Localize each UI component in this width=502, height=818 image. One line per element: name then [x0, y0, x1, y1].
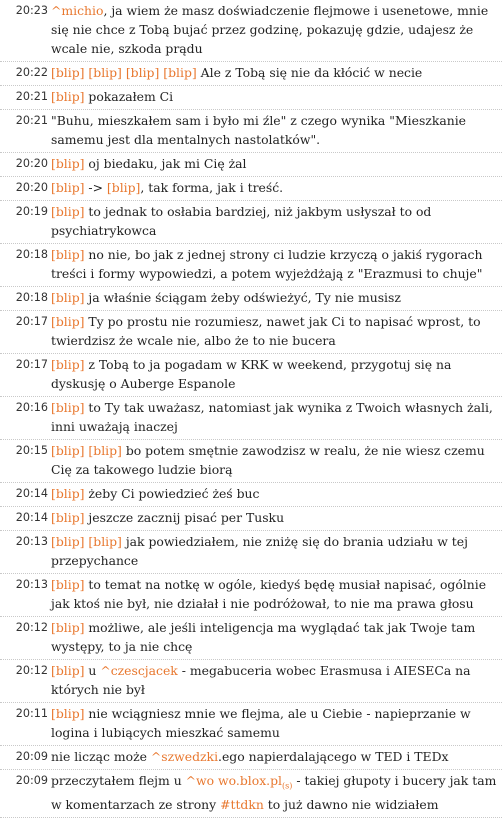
source-marker[interactable]: (s)	[282, 781, 293, 791]
entry-text	[51, 1, 498, 58]
entry-timestamp: 20:12	[15, 621, 48, 634]
blip-link[interactable]: [blip]	[51, 314, 85, 329]
entry-timestamp: 20:22	[15, 66, 48, 79]
entry-text-fragment: ->	[84, 180, 107, 195]
tag-link[interactable]: #ttdkn	[220, 797, 264, 813]
blip-link[interactable]: [blip]	[51, 357, 85, 372]
entry-timestamp: 20:16	[15, 401, 48, 414]
blip-link[interactable]: [blip]	[51, 156, 85, 171]
entry-text-fragment: oj biedaku, jak mi Cię żal	[84, 156, 247, 171]
blip-link[interactable]: [blip]	[51, 443, 85, 458]
user-link[interactable]: ^wo	[185, 773, 215, 788]
entry-text-fragment: możliwe, ale jeśli inteligencja ma wyglądać tak jak Twoje tam występy, to ja nie chcę	[51, 620, 476, 654]
blip-link[interactable]: [blip]	[88, 534, 122, 549]
entry-text-fragment: - takiej głupoty i bucery jak tam w komentarzach ze strony	[51, 773, 497, 813]
entry-text-fragment: "Buhu, mieszkałem sam i było mi źle" z czego wynika "Mieszkanie samemu jest dla mentalnych nastolatków".	[51, 113, 467, 147]
entry-timestamp: 20:14	[15, 511, 48, 524]
feed-entry	[0, 483, 502, 507]
entry-text	[51, 111, 498, 149]
blip-link[interactable]: [blip]	[51, 290, 85, 305]
entry-text	[51, 398, 498, 436]
entry-text-fragment: żeby Ci powiedzieć żeś buc	[84, 486, 260, 501]
blip-link[interactable]: [blip]	[51, 400, 85, 415]
blip-link[interactable]: [blip]	[51, 706, 85, 721]
feed-entry	[0, 0, 502, 62]
feed-entry	[0, 153, 502, 177]
entry-text	[51, 532, 498, 570]
user-link[interactable]: ^michio	[51, 3, 104, 18]
entry-timestamp: 20:09	[15, 774, 48, 787]
tag-link[interactable]: wo.blox.pl	[218, 773, 283, 788]
entry-text-fragment: u	[84, 663, 101, 678]
entry-text-fragment: , tak forma, jak i treść.	[140, 180, 284, 195]
entry-timestamp: 20:13	[15, 578, 48, 591]
blip-link[interactable]: [blip]	[51, 247, 85, 262]
blip-link[interactable]: [blip]	[51, 663, 85, 678]
entry-text-fragment: nie licząc może	[51, 749, 151, 764]
entry-text	[51, 202, 498, 240]
entry-timestamp: 20:18	[15, 248, 48, 261]
entry-timestamp: 20:17	[15, 315, 48, 328]
entry-timestamp: 20:21	[15, 90, 48, 103]
feed-entry	[0, 201, 502, 244]
entry-text	[51, 704, 498, 742]
feed-entry	[0, 354, 502, 397]
entry-text	[51, 661, 498, 699]
entry-timestamp: 20:09	[15, 750, 48, 763]
feed-entry	[0, 244, 502, 287]
entry-text	[51, 355, 498, 393]
entry-text	[51, 288, 498, 307]
entry-text-fragment: jak powiedziałem, nie zniżę się do brania udziału w tej przepychance	[51, 534, 468, 568]
entry-timestamp: 20:18	[15, 291, 48, 304]
entry-text-fragment: pokazałem Ci	[84, 89, 174, 104]
blip-link[interactable]: [blip]	[125, 65, 160, 80]
entry-text-fragment: - megabuceria wobec Erasmusa i AIESECa na których nie był	[51, 663, 471, 697]
entry-text	[51, 618, 498, 656]
feed-entry	[0, 287, 502, 311]
feed-entry	[0, 531, 502, 574]
entry-text-fragment: to już dawno nie widziałem	[263, 797, 439, 813]
blip-link[interactable]: [blip]	[88, 65, 122, 80]
entry-timestamp: 20:15	[15, 444, 48, 457]
entry-text-fragment: to jednak to osłabia bardziej, niż jakbym usłyszał to od psychiatrykowca	[51, 204, 432, 238]
feed-entry	[0, 703, 502, 746]
entry-text-fragment: .ego napierdalającego w TED i TEDx	[218, 749, 449, 764]
entry-timestamp: 20:12	[15, 664, 48, 677]
entry-timestamp: 20:20	[15, 181, 48, 194]
user-link[interactable]: ^czescjacek	[100, 663, 178, 678]
entry-timestamp: 20:14	[15, 487, 48, 500]
entry-timestamp: 20:17	[15, 358, 48, 371]
entry-text	[51, 312, 498, 350]
entry-timestamp: 20:11	[15, 707, 48, 720]
entry-text	[51, 441, 498, 479]
entry-text	[51, 484, 498, 503]
entry-text-fragment: Ty po prostu nie rozumiesz, nawet jak Ci to napisać wprost, to twierdzisz że wcale nie, albo że to nie bucera	[51, 314, 481, 348]
entry-text-fragment: jeszcze zacznij pisać per Tusku	[84, 510, 285, 525]
blip-link[interactable]: [blip]	[51, 510, 85, 525]
blip-link[interactable]: [blip]	[51, 204, 85, 219]
feed-entry	[0, 397, 502, 440]
feed-entry	[0, 617, 502, 660]
user-link[interactable]: ^szwedzki	[150, 749, 219, 764]
entry-text	[51, 508, 498, 527]
entry-text-fragment: nie wciągniesz mnie we flejma, ale u Ciebie - napieprzanie w logina i lubiących mieszkać samemu	[51, 706, 471, 740]
entry-text-fragment: no nie, bo jak z jednej strony ci ludzie krzyczą o jakiś rygorach treści i formy wypowiedzi, a potem wyjeżdżają z "Erazmusi to chuje"	[51, 247, 483, 281]
blip-link[interactable]: [blip]	[106, 180, 141, 195]
feed-entry	[0, 574, 502, 617]
entry-text-fragment: bo potem smętnie zawodzisz w realu, że nie wiesz czemu Cię za takowego ludzie biorą	[51, 443, 485, 477]
entry-text-fragment: , ja wiem że masz doświadczenie flejmowe i usenetowe, mnie się nie chce z Tobą bujać przez godzinę, pokazuję gdzie, udajesz że wcale nie, szkoda prądu	[51, 3, 489, 56]
entry-text	[51, 178, 498, 197]
feed-entry	[0, 440, 502, 483]
entry-text-fragment: przeczytałem flejm u	[51, 773, 186, 788]
blip-link[interactable]: [blip]	[51, 534, 85, 549]
blip-link[interactable]: [blip]	[51, 620, 85, 635]
blip-link[interactable]: [blip]	[51, 180, 85, 195]
blip-link[interactable]: [blip]	[51, 89, 85, 104]
entry-text	[51, 575, 498, 613]
feed-entry	[0, 746, 502, 770]
entry-text	[51, 245, 498, 283]
entry-text-fragment: ja właśnie ściągam żeby odświeżyć, Ty nie musisz	[84, 290, 401, 305]
feed-entry	[0, 110, 502, 153]
entry-timestamp: 20:21	[15, 114, 48, 127]
blip-link[interactable]: [blip]	[51, 577, 85, 592]
feed-entry	[0, 660, 502, 703]
feed-entry	[0, 177, 502, 201]
entry-text	[51, 154, 498, 173]
blip-link[interactable]: [blip]	[163, 65, 197, 80]
feed-entry	[0, 62, 502, 86]
entry-timestamp: 20:20	[15, 157, 48, 170]
entry-text	[51, 87, 498, 106]
entry-text-fragment: to temat na notkę w ogóle, kiedyś będę musiał napisać, ogólnie jak ktoś nie był, nie działał i nie podróżował, to nie ma prawa głosu	[51, 577, 487, 611]
entry-text	[51, 747, 498, 766]
entry-timestamp: 20:23	[15, 4, 48, 17]
feed-entry	[0, 770, 502, 818]
feed-entry	[0, 507, 502, 531]
blip-link[interactable]: [blip]	[88, 443, 122, 458]
blip-link[interactable]: [blip]	[51, 486, 85, 501]
blip-link[interactable]: [blip]	[51, 65, 85, 80]
entry-text-fragment: Ale z Tobą się nie da kłócić w necie	[196, 65, 423, 80]
feed-entry	[0, 311, 502, 354]
entry-text-fragment: to Ty tak uważasz, natomiast jak wynika z Twoich własnych żali, inni uważają inaczej	[51, 400, 493, 434]
feed-entry	[0, 86, 502, 110]
entry-text-fragment: z Tobą to ja pogadam w KRK w weekend, przygotuj się na dyskusję o Auberge Espanole	[51, 357, 452, 391]
entry-timestamp: 20:19	[15, 205, 48, 218]
entry-text	[51, 63, 498, 82]
entry-timestamp: 20:13	[15, 535, 48, 548]
